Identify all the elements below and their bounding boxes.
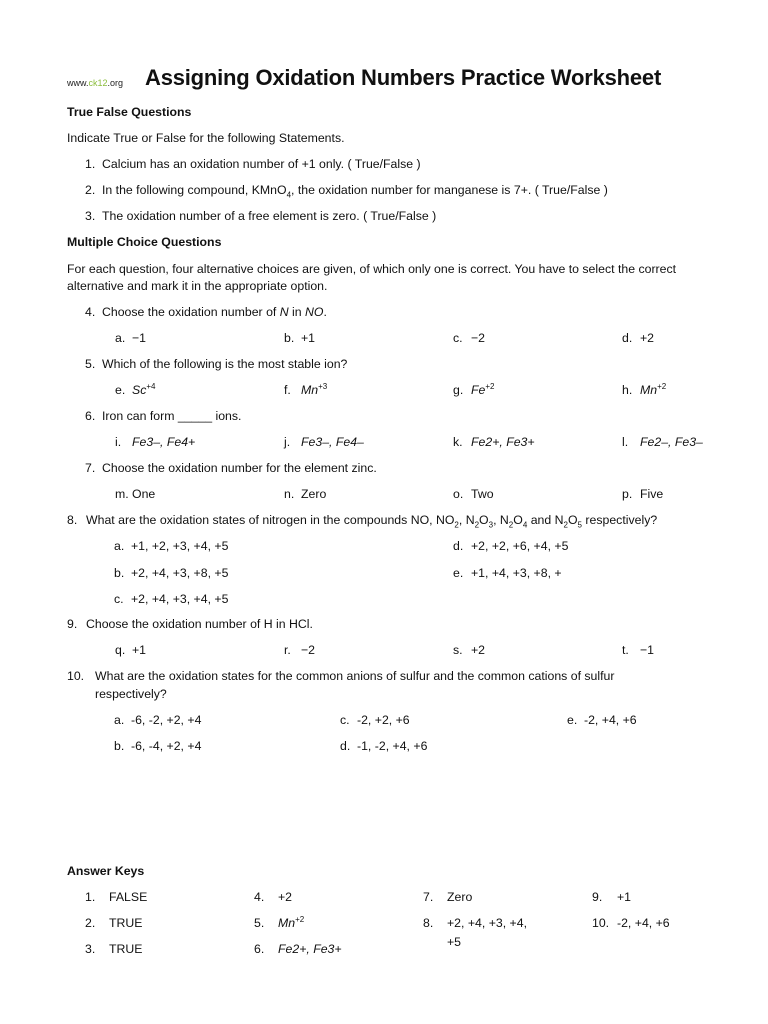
option-label: s. (453, 643, 463, 657)
option-label: e. (453, 566, 464, 580)
option-text: -6, -4, +2, +4 (131, 739, 202, 753)
option-text: Fe3–, Fe4– (301, 435, 364, 449)
question-number: 3. (85, 209, 96, 223)
option-label: g. (453, 383, 464, 397)
answer-value: -2, +4, +6 (617, 916, 670, 930)
answer-number: 6. (254, 942, 265, 956)
question-1: Calcium has an oxidation number of +1 only. ( True/False ) (102, 157, 421, 171)
option-text: $Sc^{+4}$ (132, 381, 156, 397)
option-label: c. (114, 592, 124, 606)
site-logo: www.ck12.org (67, 78, 124, 88)
option-text: Two (471, 487, 494, 501)
question-number: 4. (85, 305, 96, 319)
question-number: 1. (85, 157, 96, 171)
question-5: Which of the following is the most stable ion? (102, 357, 348, 371)
answer-value: FALSE (109, 890, 148, 904)
option-text: +1, +2, +3, +4, +5 (131, 539, 229, 553)
question-number: 10. (67, 669, 85, 683)
question-number: 6. (85, 409, 96, 423)
option-text: -6, -2, +2, +4 (131, 713, 202, 727)
option-label: r. (284, 643, 291, 657)
option-label: m. (115, 487, 129, 501)
option-text: Fe3–, Fe4+ (132, 435, 196, 449)
answer-value: +2, +4, +3, +4, (447, 916, 527, 930)
question-number: 8. (67, 513, 78, 527)
option-text: −2 (301, 643, 316, 657)
answer-number: 4. (254, 890, 265, 904)
option-text: +1 (301, 331, 316, 345)
answer-value: Fe2+, Fe3+ (278, 942, 342, 956)
section-heading-answer-keys: Answer Keys (67, 864, 145, 878)
option-text: $Mn^{+3}$ (301, 381, 328, 397)
option-label: q. (115, 643, 126, 657)
answer-value: TRUE (109, 916, 143, 930)
option-label: o. (453, 487, 464, 501)
answer-number: 1. (85, 890, 96, 904)
option-label: n. (284, 487, 295, 501)
option-text: -2, +2, +6 (357, 713, 410, 727)
option-text: Fe2+, Fe3+ (471, 435, 535, 449)
option-label: b. (114, 739, 125, 753)
option-label: i. (115, 435, 122, 449)
option-label: c. (453, 331, 463, 345)
option-text: $Fe^{+2}$ (471, 381, 495, 397)
answer-number: 10. (592, 916, 610, 930)
option-text: +1, +4, +3, +8, + (471, 566, 562, 580)
answer-number: 8. (423, 916, 434, 930)
option-text: +2, +2, +6, +4, +5 (471, 539, 569, 553)
option-label: t. (622, 643, 629, 657)
question-7: Choose the oxidation number for the element zinc. (102, 461, 377, 475)
answer-value-continued: +5 (447, 935, 462, 949)
option-label: e. (115, 383, 126, 397)
answer-value: +1 (617, 890, 632, 904)
instructions-mc-line1: For each question, four alternative choices are given, of which only one is correct. You have to select the correct (67, 262, 677, 276)
option-text: $Mn^{+2}$ (640, 381, 667, 397)
question-6: Iron can form _____ ions. (102, 409, 242, 423)
question-number: 2. (85, 183, 96, 197)
option-label: p. (622, 487, 633, 501)
option-text: Zero (301, 487, 327, 501)
option-label: d. (340, 739, 351, 753)
answer-number: 9. (592, 890, 603, 904)
option-label: a. (114, 539, 125, 553)
option-text: -1, -2, +4, +6 (357, 739, 428, 753)
question-2: In the following compound, KMnO$_4$, the oxidation number for manganese is 7+. ( True/False ) (102, 183, 608, 200)
option-text: −2 (471, 331, 486, 345)
option-label: d. (453, 539, 464, 553)
question-8: What are the oxidation states of nitrogen in the compounds NO, $NO_2$, $N_2O_3$, $N_2O_4$ and $N_2O_5$ respectively? (86, 513, 658, 530)
instructions-true-false: Indicate True or False for the following Statements. (67, 131, 345, 145)
section-heading-true-false: True False Questions (67, 105, 192, 119)
option-text: +2 (471, 643, 486, 657)
answer-value: TRUE (109, 942, 143, 956)
answer-value: $Mn^{+2}$ (278, 914, 305, 930)
option-text: +2, +4, +3, +8, +5 (131, 566, 229, 580)
option-label: k. (453, 435, 463, 449)
answer-value: +2 (278, 890, 293, 904)
option-text: +1 (132, 643, 147, 657)
question-10-line1: What are the oxidation states for the common anions of sulfur and the common cations of sulfur (95, 669, 615, 683)
option-text: +2, +4, +3, +4, +5 (131, 592, 229, 606)
question-number: 7. (85, 461, 96, 475)
option-text: −1 (640, 643, 655, 657)
answer-number: 7. (423, 890, 434, 904)
option-label: c. (340, 713, 350, 727)
option-text: Fe2–, Fe3– (640, 435, 703, 449)
option-label: f. (284, 383, 291, 397)
answer-number: 3. (85, 942, 96, 956)
option-text: +2 (640, 331, 655, 345)
instructions-mc-line2: alternative and mark it in the appropriate option. (67, 279, 328, 293)
question-10-line2: respectively? (95, 687, 167, 701)
option-text: −1 (132, 331, 147, 345)
question-9: Choose the oxidation number of H in HCl. (86, 617, 313, 631)
option-label: h. (622, 383, 633, 397)
answer-number: 5. (254, 916, 265, 930)
option-label: b. (284, 331, 295, 345)
answer-value: Zero (447, 890, 473, 904)
answer-number: 2. (85, 916, 96, 930)
option-label: a. (115, 331, 126, 345)
option-label: b. (114, 566, 125, 580)
question-4: Choose the oxidation number of N in NO. (102, 305, 327, 319)
option-label: e. (567, 713, 578, 727)
question-number: 5. (85, 357, 96, 371)
option-text: -2, +4, +6 (584, 713, 637, 727)
option-text: Five (640, 487, 664, 501)
option-label: l. (622, 435, 629, 449)
option-label: j. (284, 435, 291, 449)
option-label: d. (622, 331, 633, 345)
section-heading-multiple-choice: Multiple Choice Questions (67, 235, 222, 249)
question-3: The oxidation number of a free element is zero. ( True/False ) (102, 209, 437, 223)
option-label: a. (114, 713, 125, 727)
page-title: Assigning Oxidation Numbers Practice Worksheet (145, 65, 662, 90)
question-number: 9. (67, 617, 78, 631)
option-text: One (132, 487, 156, 501)
